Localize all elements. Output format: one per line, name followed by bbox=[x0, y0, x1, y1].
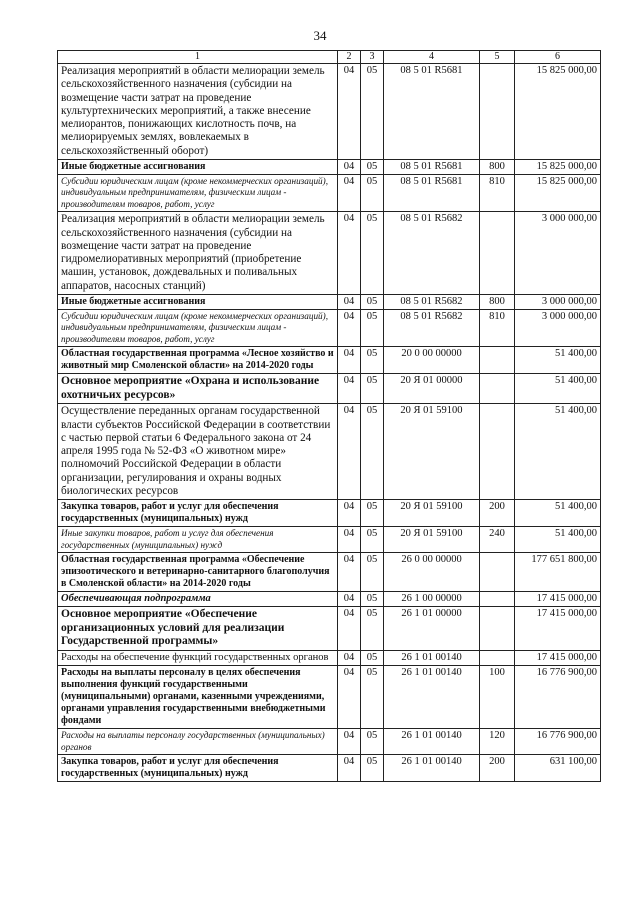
table-row bbox=[58, 553, 601, 592]
table-row bbox=[58, 295, 601, 310]
subsection-code-cell: 05 bbox=[361, 64, 384, 160]
section-code-cell: 04 bbox=[338, 175, 361, 212]
subsection-code-cell: 05 bbox=[361, 650, 384, 666]
table-row bbox=[58, 527, 601, 553]
section-code-cell: 04 bbox=[338, 347, 361, 374]
amount-cell: 51 400,00 bbox=[515, 527, 601, 553]
table-row bbox=[58, 404, 601, 500]
expense-type-code-cell bbox=[480, 592, 515, 607]
expense-type-code-cell: 200 bbox=[480, 755, 515, 782]
section-code-cell: 04 bbox=[338, 666, 361, 729]
amount-cell: 631 100,00 bbox=[515, 755, 601, 782]
table-row bbox=[58, 175, 601, 212]
row-name-cell: Реализация мероприятий в области мелиорации земель сельскохозяйственного назначения (субсидии на возмещение части затрат на проведение гидромелиоративных мероприятий (приобретение машин, установок, дождевальных и поливальных аппаратов, насосных станций) bbox=[58, 212, 338, 295]
amount-cell: 51 400,00 bbox=[515, 500, 601, 527]
row-name-cell: Областная государственная программа «Обеспечение эпизоотического и ветеринарно-санитарного благополучия в Смоленской области» на 2014-2020 годы bbox=[58, 553, 338, 592]
subsection-code-cell: 05 bbox=[361, 553, 384, 592]
row-name-cell: Закупка товаров, работ и услуг для обеспечения государственных (муниципальных) нужд bbox=[58, 500, 338, 527]
row-name-cell: Закупка товаров, работ и услуг для обеспечения государственных (муниципальных) нужд bbox=[58, 755, 338, 782]
section-code-cell: 04 bbox=[338, 404, 361, 500]
amount-cell: 15 825 000,00 bbox=[515, 175, 601, 212]
target-item-code-cell: 08 5 01 R5682 bbox=[384, 310, 480, 347]
expense-type-code-cell bbox=[480, 347, 515, 374]
expense-type-code-cell bbox=[480, 607, 515, 651]
subsection-code-cell: 05 bbox=[361, 500, 384, 527]
target-item-code-cell: 26 1 01 00000 bbox=[384, 607, 480, 651]
header-col-2: 2 bbox=[338, 51, 361, 64]
amount-cell: 51 400,00 bbox=[515, 374, 601, 404]
budget-table bbox=[57, 50, 601, 782]
row-name-cell: Областная государственная программа «Лесное хозяйство и животный мир Смоленской области» на 2014-2020 годы bbox=[58, 347, 338, 374]
expense-type-code-cell bbox=[480, 553, 515, 592]
subsection-code-cell: 05 bbox=[361, 666, 384, 729]
subsection-code-cell: 05 bbox=[361, 347, 384, 374]
amount-cell: 17 415 000,00 bbox=[515, 607, 601, 651]
amount-cell: 51 400,00 bbox=[515, 347, 601, 374]
expense-type-code-cell: 800 bbox=[480, 295, 515, 310]
expense-type-code-cell: 810 bbox=[480, 310, 515, 347]
target-item-code-cell: 26 1 01 00140 bbox=[384, 650, 480, 666]
subsection-code-cell: 05 bbox=[361, 729, 384, 755]
expense-type-code-cell bbox=[480, 374, 515, 404]
table-row bbox=[58, 347, 601, 374]
expense-type-code-cell: 800 bbox=[480, 160, 515, 175]
target-item-code-cell: 08 5 01 R5682 bbox=[384, 295, 480, 310]
subsection-code-cell: 05 bbox=[361, 755, 384, 782]
subsection-code-cell: 05 bbox=[361, 160, 384, 175]
row-name-cell: Субсидии юридическим лицам (кроме некоммерческих организаций), индивидуальным предпринимателям, физическим лицам - производителям товаров, работ, услуг bbox=[58, 310, 338, 347]
row-name-cell: Иные бюджетные ассигнования bbox=[58, 295, 338, 310]
section-code-cell: 04 bbox=[338, 64, 361, 160]
subsection-code-cell: 05 bbox=[361, 404, 384, 500]
row-name-cell: Субсидии юридическим лицам (кроме некоммерческих организаций), индивидуальным предпринимателям, физическим лицам - производителям товаров, работ, услуг bbox=[58, 175, 338, 212]
row-name-cell: Расходы на обеспечение функций государственных органов bbox=[58, 650, 338, 666]
expense-type-code-cell: 120 bbox=[480, 729, 515, 755]
amount-cell: 17 415 000,00 bbox=[515, 592, 601, 607]
amount-cell: 15 825 000,00 bbox=[515, 64, 601, 160]
section-code-cell: 04 bbox=[338, 650, 361, 666]
amount-cell: 15 825 000,00 bbox=[515, 160, 601, 175]
row-name-cell: Основное мероприятие «Охрана и использование охотничьих ресурсов» bbox=[58, 374, 338, 404]
amount-cell: 3 000 000,00 bbox=[515, 212, 601, 295]
table-row bbox=[58, 160, 601, 175]
target-item-code-cell: 20 Я 01 59100 bbox=[384, 527, 480, 553]
section-code-cell: 04 bbox=[338, 500, 361, 527]
section-code-cell: 04 bbox=[338, 755, 361, 782]
subsection-code-cell: 05 bbox=[361, 175, 384, 212]
amount-cell: 16 776 900,00 bbox=[515, 666, 601, 729]
target-item-code-cell: 20 Я 01 59100 bbox=[384, 404, 480, 500]
target-item-code-cell: 20 Я 01 59100 bbox=[384, 500, 480, 527]
header-col-4: 4 bbox=[384, 51, 480, 64]
table-row bbox=[58, 500, 601, 527]
row-name-cell: Реализация мероприятий в области мелиорации земель сельскохозяйственного назначения (субсидии на возмещение части затрат на проведение культуртехнических мероприятий, а также внесение мелиорантов, понижающих кислотность почв, на мелиорируемых землях, вовлекаемых в сельскохозяйственный оборот) bbox=[58, 64, 338, 160]
section-code-cell: 04 bbox=[338, 729, 361, 755]
amount-cell: 3 000 000,00 bbox=[515, 295, 601, 310]
header-col-5: 5 bbox=[480, 51, 515, 64]
table-row bbox=[58, 755, 601, 782]
page-number: 34 bbox=[313, 28, 327, 43]
section-code-cell: 04 bbox=[338, 374, 361, 404]
amount-cell: 16 776 900,00 bbox=[515, 729, 601, 755]
table-row bbox=[58, 592, 601, 607]
table-row bbox=[58, 212, 601, 295]
amount-cell: 177 651 800,00 bbox=[515, 553, 601, 592]
section-code-cell: 04 bbox=[338, 160, 361, 175]
target-item-code-cell: 08 5 01 R5682 bbox=[384, 212, 480, 295]
table-row bbox=[58, 729, 601, 755]
row-name-cell: Обеспечивающая подпрограмма bbox=[58, 592, 338, 607]
table-row bbox=[58, 666, 601, 729]
header-col-1: 1 bbox=[58, 51, 338, 64]
target-item-code-cell: 20 0 00 00000 bbox=[384, 347, 480, 374]
subsection-code-cell: 05 bbox=[361, 374, 384, 404]
subsection-code-cell: 05 bbox=[361, 295, 384, 310]
expense-type-code-cell: 810 bbox=[480, 175, 515, 212]
subsection-code-cell: 05 bbox=[361, 527, 384, 553]
subsection-code-cell: 05 bbox=[361, 607, 384, 651]
section-code-cell: 04 bbox=[338, 527, 361, 553]
table-row bbox=[58, 650, 601, 666]
subsection-code-cell: 05 bbox=[361, 310, 384, 347]
table-body bbox=[58, 64, 601, 782]
target-item-code-cell: 20 Я 01 00000 bbox=[384, 374, 480, 404]
target-item-code-cell: 26 0 00 00000 bbox=[384, 553, 480, 592]
expense-type-code-cell bbox=[480, 212, 515, 295]
header-col-6: 6 bbox=[515, 51, 601, 64]
expense-type-code-cell bbox=[480, 650, 515, 666]
table-row bbox=[58, 607, 601, 651]
table-row bbox=[58, 64, 601, 160]
expense-type-code-cell: 240 bbox=[480, 527, 515, 553]
amount-cell: 17 415 000,00 bbox=[515, 650, 601, 666]
section-code-cell: 04 bbox=[338, 607, 361, 651]
section-code-cell: 04 bbox=[338, 310, 361, 347]
row-name-cell: Иные бюджетные ассигнования bbox=[58, 160, 338, 175]
section-code-cell: 04 bbox=[338, 212, 361, 295]
amount-cell: 3 000 000,00 bbox=[515, 310, 601, 347]
target-item-code-cell: 08 5 01 R5681 bbox=[384, 64, 480, 160]
subsection-code-cell: 05 bbox=[361, 592, 384, 607]
section-code-cell: 04 bbox=[338, 592, 361, 607]
table-row bbox=[58, 374, 601, 404]
subsection-code-cell: 05 bbox=[361, 212, 384, 295]
target-item-code-cell: 08 5 01 R5681 bbox=[384, 175, 480, 212]
row-name-cell: Иные закупки товаров, работ и услуг для обеспечения государственных (муниципальных) нужд bbox=[58, 527, 338, 553]
row-name-cell: Расходы на выплаты персоналу в целях обеспечения выполнения функций государственными (муниципальными) органами, казенными учреждениями, органами управления государственными внебюджетными фондами bbox=[58, 666, 338, 729]
amount-cell: 51 400,00 bbox=[515, 404, 601, 500]
target-item-code-cell: 26 1 01 00140 bbox=[384, 666, 480, 729]
row-name-cell: Осуществление переданных органам государственной власти субъектов Российской Федерации в соответствии с частью первой статьи 6 Федерального закона от 24 апреля 1995 года № 52-ФЗ «О животном мире» полномочий Российской Федерации в области организации, регулирования и охраны водных биологических ресурсов bbox=[58, 404, 338, 500]
section-code-cell: 04 bbox=[338, 295, 361, 310]
table-row bbox=[58, 310, 601, 347]
target-item-code-cell: 26 1 01 00140 bbox=[384, 729, 480, 755]
header-col-3: 3 bbox=[361, 51, 384, 64]
expense-type-code-cell bbox=[480, 404, 515, 500]
section-code-cell: 04 bbox=[338, 553, 361, 592]
target-item-code-cell: 26 1 01 00140 bbox=[384, 755, 480, 782]
target-item-code-cell: 08 5 01 R5681 bbox=[384, 160, 480, 175]
expense-type-code-cell: 200 bbox=[480, 500, 515, 527]
target-item-code-cell: 26 1 00 00000 bbox=[384, 592, 480, 607]
expense-type-code-cell: 100 bbox=[480, 666, 515, 729]
table-header-row bbox=[58, 51, 601, 64]
row-name-cell: Расходы на выплаты персоналу государственных (муниципальных) органов bbox=[58, 729, 338, 755]
expense-type-code-cell bbox=[480, 64, 515, 160]
row-name-cell: Основное мероприятие «Обеспечение организационных условий для реализации Государственной программы» bbox=[58, 607, 338, 651]
